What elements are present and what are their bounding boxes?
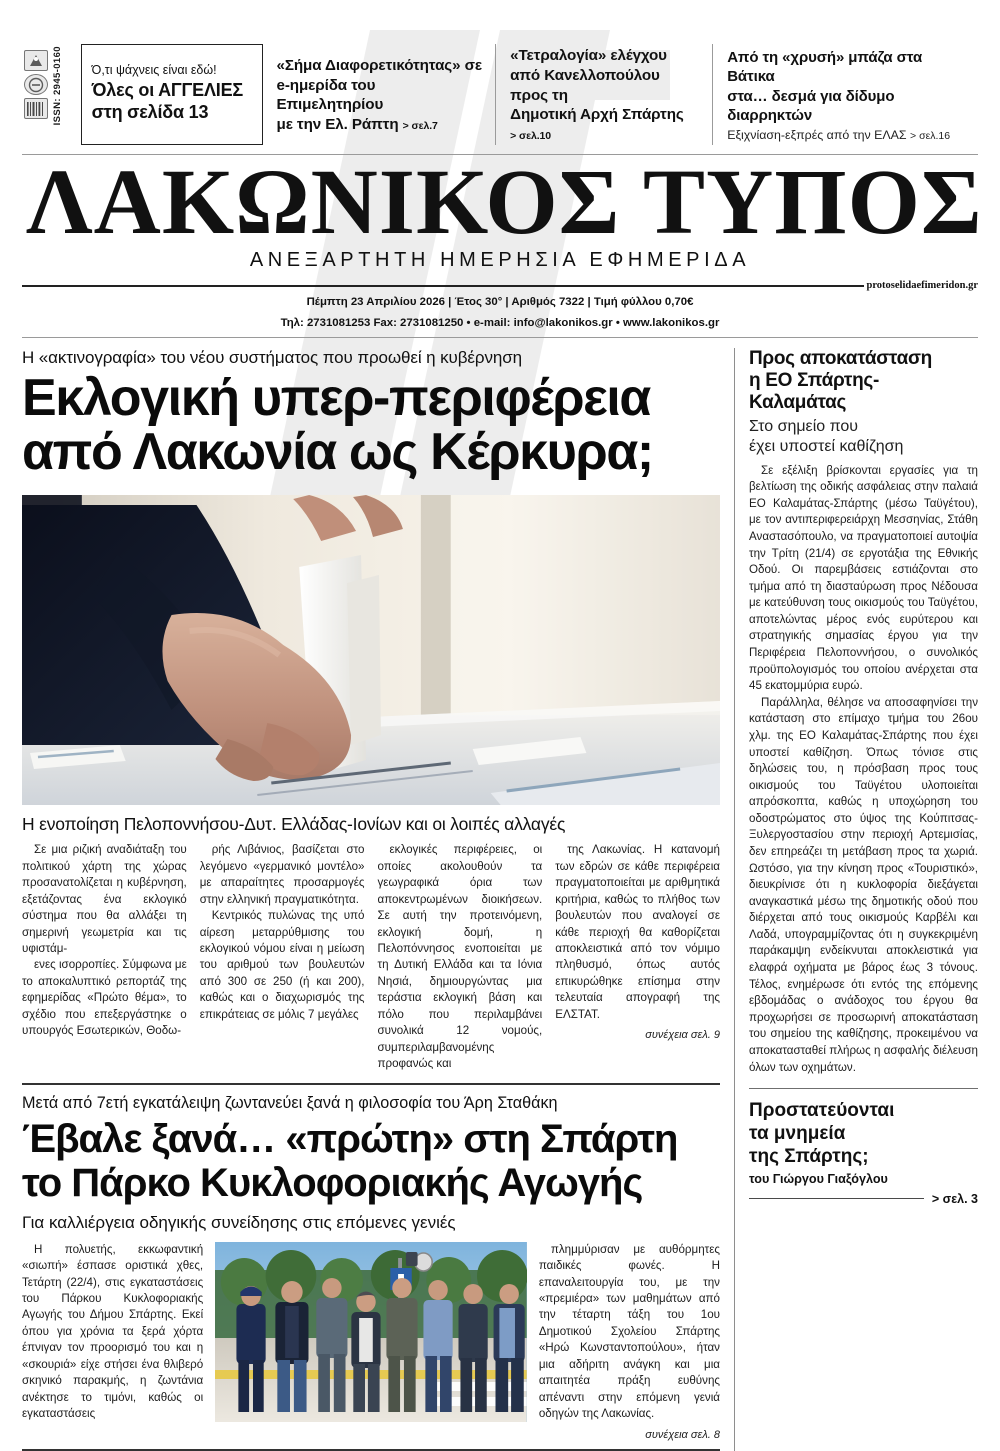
lead-paragraph-4: Κεντρικός πυλώνας της υπό αίρεση μεταρρύθμισης του εκλογικού νόμου είναι η μείωση του αριθμού των βουλευτών από 300 σε 250 (ή και 200), καθώς και ο διαχωρισμός της επικράτειας σε μόλις 7 μεγάλες xyxy=(199,909,365,1021)
lead-headline-line-2: από Λακωνία ως Κέρκυρα; xyxy=(22,422,653,481)
masthead-divider xyxy=(22,285,864,287)
teaser-item-3[interactable] xyxy=(712,44,978,145)
site-credit: protoselidaefimeridon.gr xyxy=(866,279,978,291)
second-body-column-right xyxy=(539,1242,720,1441)
lead-body-column-3 xyxy=(378,842,543,1072)
ad-headline: Όλες οι ΑΓΓΕΛΙΕΣ xyxy=(91,80,243,101)
second-story-subhead: Για καλλιέργεια οδηγικής συνείδησης στις επόμενες γενιές xyxy=(22,1212,456,1232)
sidebar-body xyxy=(749,463,978,1076)
teaser-1-line-2: e-ημερίδα του Επιμελητηρίου xyxy=(276,76,384,114)
lead-story-bottom-divider xyxy=(22,1083,720,1085)
second-headline-line-2: το Πάρκο Κυκλοφοριακής Αγωγής xyxy=(22,1160,643,1205)
teaser-1-line-3 xyxy=(277,115,484,135)
newspaper-title: ΛΑΚΩΝΙΚΟΣ ΤΥΠΟΣ xyxy=(26,150,983,254)
teaser-item-1[interactable] xyxy=(263,44,496,145)
sidebar-column xyxy=(734,348,978,1450)
lead-headline-line-1: Εκλογική υπερ-περιφέρεια xyxy=(22,369,650,428)
sidebar-promo-footer xyxy=(749,1192,978,1206)
sidebar-promo-pageref[interactable]: > σελ. 3 xyxy=(931,1191,978,1206)
lead-body-column-2 xyxy=(200,842,365,1072)
masthead xyxy=(22,150,983,338)
second-story-bottom-divider xyxy=(22,1449,720,1451)
teaser-3-line-2: στα… δεσμά για δίδυμο διαρρηκτών xyxy=(727,87,895,125)
lead-paragraph-2: ενες ισορροπίες. Σύμφωνα με το αποκαλυπτικό ρεπορτάζ της εφημερίδας «Πρώτο θέμα», το σχέδιο που επεξεργάστηκε ο υπουργός Εσωτερικών, Θοδω- xyxy=(22,958,187,1038)
teaser-2-pageref[interactable]: > σελ.10 xyxy=(510,130,551,142)
masthead-bottom-divider xyxy=(22,337,978,338)
teaser-2-line-3-text: Δημοτική Αρχή Σπάρτης xyxy=(510,106,684,124)
sidebar-headline-line-3: Καλαμάτας xyxy=(749,392,847,414)
ad-pageref: στη σελίδα 13 xyxy=(91,102,209,122)
second-body-column-left xyxy=(22,1242,203,1423)
sidebar-paragraph-1: Σε εξέλιξη βρίσκονται εργασίες για τη βελτίωση της οδικής ασφάλειας στην παλαιά ΕΟ Καλαμάτας-Σπάρτης (μέσω Ταϋγέτου), με τον αντιπεριφερειάρχη Μεσσηνίας, Στάθη Αναστασόπουλο, να πραγματοποιεί αυτοψία την Τρίτη (21/4) σε εργοτάξια της Εθνικής Οδού. Οι παρεμβάσεις εστιάζονται στο τμήμα από τη διασταύρωση προς Νέδουσα με κατεύθυνση τους οικισμούς του Ταϋγέτου, αποτελώντας μέρος ενός ευρύτερου και στρατηγικής σημασίας έργου για την Περιφέρεια Πελοποννήσου, ο συνολικός προϋπολογισμός του οποίου ανέρχεται στα 45 εκατομμύρια ευρώ. xyxy=(749,463,978,693)
sidebar-headline xyxy=(749,348,978,414)
sidebar-subhead-line-2: έχει υποστεί καθίζηση xyxy=(749,437,904,455)
teaser-1-line-3-text: με την Ελ. Ράπτη xyxy=(276,116,399,134)
lead-paragraph-1: Σε μια ριζική αναδιάταξη του πολιτικού χάρτη της χώρας προσανατολίζεται η κυβέρνηση, εξετάζοντας ένα εκλογικό σύστημα που θα αλλάξει τη σημερινή γεωμετρία και τις υφιστάμ- xyxy=(22,843,187,956)
sidebar-promo-headline[interactable] xyxy=(749,1099,978,1169)
classifieds-ad-box[interactable] xyxy=(81,44,263,145)
second-paragraph-left: Η πολυετής, εκκωφαντική «σιωπή» έσπασε οριστικά χθες, Τετάρτη (22/4), στις εγκαταστάσεις του Πάρκου Κυκλοφοριακής Αγωγής του Δήμου Σπάρτης. Εκεί όπου για χρόνια τα ξερά χόρτα έπνιγαν τον προορισμό του και η «σκουριά» είχε στήσει ένα θλιβερό σκηνικό παρακμής, η ζωντάνια ανέκτησε το τιμόνι, καθώς οι εγκαταστάσεις xyxy=(22,1242,204,1421)
top-teaser-strip xyxy=(22,0,978,145)
sidebar-promo-byline: του Γιώργου Γιαξόγλου xyxy=(749,1171,888,1186)
lead-continued-ref[interactable]: συνέχεια σελ. 9 xyxy=(645,1029,720,1042)
issn-number: ISSN: 2945-0160 xyxy=(52,46,63,126)
second-story-body xyxy=(22,1242,720,1441)
second-story-headline xyxy=(22,1117,720,1205)
lead-paragraph-5: εκλογικές περιφέρειες, οι οποίες ακολουθούν τα γεωγραφικά όρια των αποκεντρωμένων διοικήσεων. Σε αυτή την προτεινόμενη, εκλογική δομή, η Πελοπόννησος ενοποιείται με τη Δυτική Ελλάδα και τα Ιόνια Νησιά, δημιουργώντας μια τεράστια εκλογική βάση και πόλο που περιλαμβάνει συνολικά 12 νομούς, συμπεριλαμβανομένης προφανώς και xyxy=(377,843,543,1071)
ad-tagline: Ό,τι ψάχνεις είναι εδώ! xyxy=(91,62,217,77)
sidebar-paragraph-2: Παράλληλα, θέλησε να αποσαφηνίσει την κατάσταση στο επίμαχο τμήμα του 26ου χλμ. της ΕΟ Καλαμάτας-Σπάρτης που έχει υποστεί καθίζηση. Όπως τόνισε στις δηλώσεις του, η πρόσβαση προς τους οικισμούς του Ταϋγέτου υλοποιείται απρόσκοπτα, καθώς η υποχώρηση του οδοστρώματος στο ύψος της Κούπιτσας-Ξυλεργοστασίου στην περιοχή Αρτεμισίας, δεν επηρεάζει τη μετάβαση προς τα χωριά. Ωστόσο, για την κίνηση προς «Τουριστικό», διευκρίνισε ότι η κυκλοφορία διεξάγεται αναγκαστικά μέσω της δημοτικής οδού που διέρχεται από τους οικισμούς Καρβέλι και Λαδά, υπογραμμίζοντας ότι η συγκεκριμένη παράκαμψη ενδείκνυται αποκλειστικά για ελαφρά οχήματα με βάρος έως 3 τόνους. Τέλος, ενημέρωσε ότι εντός της επόμενης εβδομάδας ο ανάδοχος του έργου θα προχωρήσει σε προσωρινή αποκατάσταση του σημείου της καθίζησης, προκειμένου να αποκατασταθεί πλήρως η ασφαλής διέλευση όλων των οχημάτων. xyxy=(749,695,978,1074)
sidebar-promo-rule xyxy=(749,1198,924,1199)
second-paragraph-right: πλημμύρισαν με αυθόρμητες παιδικές φωνές. Η επαναλειτουργία του, με την «πρεμιέρα» των μαθημάτων από την τέταρτη τάξη του 1ου Δημοτικού Σχολείου Σπάρτης «Ηρώ Κωνσταντοπούλου», ήταν μια αδήριτη ανάγκη και μια απαιτητέα πράξη ευθύνης απέναντι στην επόμενη γενιά οδηγών της Λακωνίας. xyxy=(538,1242,720,1421)
teaser-3-sub-text: Εξιχνίαση-εξπρές από την ΕΛΑΣ xyxy=(727,127,907,142)
second-headline-line-1: Έβαλε ξανά… «πρώτη» στη Σπάρτη xyxy=(22,1116,678,1161)
masthead-rule-row xyxy=(22,280,978,291)
sidebar-promo-line-3: της Σπάρτης; xyxy=(749,1146,869,1168)
issn-block xyxy=(22,44,75,145)
lead-paragraph-6: της Λακωνίας. Η κατανομή των εδρών σε κάθε περιφέρεια πραγματοποιείται με αριθμητικά κριτήρια, καθώς το πλήθος των βουλευτών που αναλογεί σε κάθε περιοχή θα καθορίζεται αποκλειστικά από τον νόμιμο πληθυσμό, όπως αυτός επικυρώθηκε επίσημα στην τελευταία απογραφή της ΕΛΣΤΑΤ. xyxy=(555,843,720,1021)
teaser-2-line-2: από Κανελλοπούλου προς τη xyxy=(510,66,660,104)
lead-body-column-1 xyxy=(22,842,187,1072)
sidebar-divider xyxy=(749,1088,978,1089)
teaser-1-pageref[interactable]: > σελ.7 xyxy=(402,120,438,133)
sidebar-headline-line-1: Προς αποκατάσταση xyxy=(749,348,932,370)
lead-body-column-4 xyxy=(555,842,720,1072)
lead-paragraph-3: ρής Λιβάνιος, βασίζεται στο λεγόμενο «γερμανικό μοντέλο» με απαραίτητες προσαρμογές στην ελληνική πραγματικότητα. xyxy=(199,843,365,906)
issn-icon-stack xyxy=(24,50,50,119)
elta-eagle-icon xyxy=(24,50,48,71)
page-content xyxy=(22,348,978,1450)
lead-story-subhead: Η ενοποίηση Πελοποννήσου-Δυτ. Ελλάδας-Ιονίων και οι λοιπές αλλαγές xyxy=(22,814,566,835)
teaser-3-line-1: Από τη «χρυσή» μπάζα στα Βάτικα xyxy=(727,48,923,86)
barcode-icon xyxy=(24,98,48,119)
lead-story-headline xyxy=(22,369,720,481)
second-continued-ref[interactable]: συνέχεια σελ. 8 xyxy=(645,1428,720,1441)
teaser-2-line-1: «Τετραλογία» ελέγχου xyxy=(510,47,667,64)
issue-info-line-2: Τηλ: 2731081253 Fax: 2731081250 • e-mail: info@lakonikos.gr • www.lakonikos.gr xyxy=(280,316,720,329)
sidebar-promo-line-1: Προστατεύονται xyxy=(749,1100,895,1122)
main-column xyxy=(22,348,734,1450)
teaser-3-subline xyxy=(727,127,966,144)
issue-info-line-1: Πέμπτη 23 Απριλίου 2026 | Έτος 30° | Αριθμός 7322 | Τιμή φύλλου 0,70€ xyxy=(306,295,694,308)
lead-story-photo xyxy=(22,495,720,805)
sidebar-promo-line-2: τα μνημεία xyxy=(749,1123,846,1145)
sidebar-headline-line-2: η ΕΟ Σπάρτης- xyxy=(749,370,880,392)
teaser-item-2[interactable] xyxy=(495,44,712,145)
second-story-photo xyxy=(215,1242,527,1422)
lead-story-body xyxy=(22,842,720,1072)
second-story-kicker: Μετά από 7ετή εγκατάλειψη ζωντανεύει ξανά η φιλοσοφία του Άρη Σταθάκη xyxy=(22,1093,558,1112)
lead-story-kicker: Η «ακτινογραφία» του νέου συστήματος που προωθεί η κυβέρνηση xyxy=(22,348,522,368)
sidebar-subhead-line-1: Στο σημείο που xyxy=(749,418,859,436)
newspaper-tagline: ΑΝΕΞΑΡΤΗΤΗ ΗΜΕΡΗΣΙΑ ΕΦΗΜΕΡΙΔΑ xyxy=(249,248,751,271)
teaser-1-line-1: «Σήμα Διαφορετικότητας» σε xyxy=(276,56,482,74)
sidebar-subhead xyxy=(749,417,978,455)
copyright-icon xyxy=(24,74,48,95)
teaser-3-pageref[interactable]: > σελ.16 xyxy=(910,129,951,142)
teaser-2-line-3 xyxy=(510,105,700,145)
